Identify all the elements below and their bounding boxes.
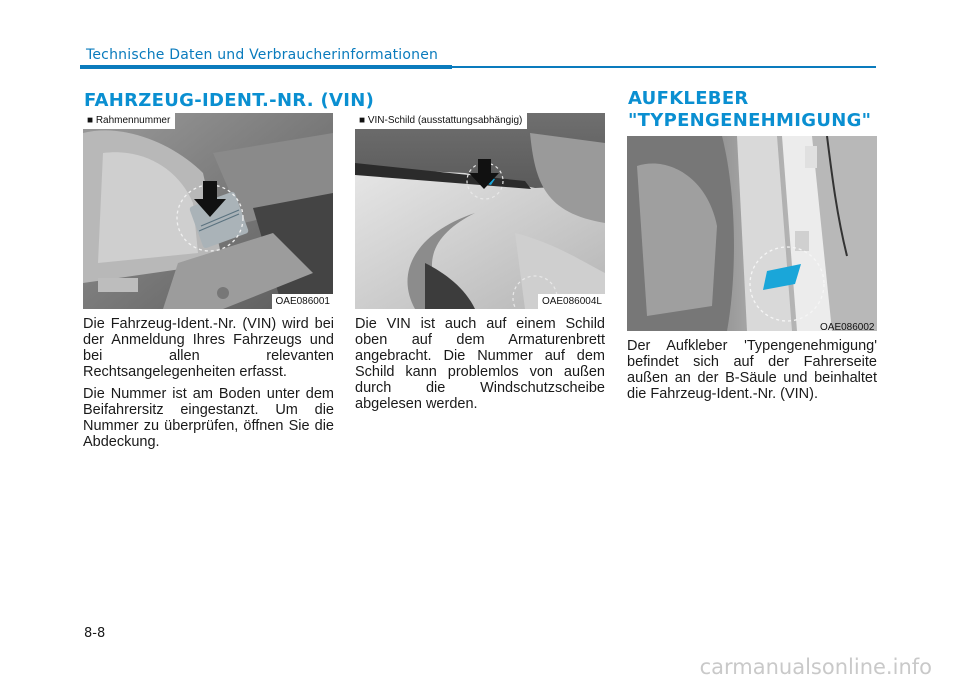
figure-code-vin-plate: OAE086004L — [538, 294, 605, 309]
paragraph-vin-registration: Die Fahrzeug-Ident.-Nr. (VIN) wird bei der Anmeldung Ihres Fahrzeugs und bei allen relevanten Rechtsangelegenheiten erfasst. — [83, 316, 334, 380]
header-rule-thin — [452, 66, 876, 68]
figure-frame-number-illustration — [83, 113, 333, 309]
page-number: 8-8 — [84, 626, 106, 641]
figure-code-b-pillar: OAE086002 — [820, 322, 875, 333]
figure-vin-plate — [355, 113, 605, 309]
running-header: Technische Daten und Verbraucherinformationen — [86, 47, 439, 63]
figure-caption-vin-plate: ■ VIN-Schild (ausstattungsabhängig) — [355, 113, 527, 129]
figure-b-pillar-sticker — [627, 136, 877, 331]
watermark: carmanualsonline.info — [699, 655, 932, 679]
figure-caption-frame-number: ■ Rahmennummer — [83, 113, 175, 129]
section-title-vin: FAHRZEUG-IDENT.-NR. (VIN) — [84, 90, 375, 111]
paragraph-vin-location: Die Nummer ist am Boden unter dem Beifahrersitz eingestanzt. Um die Nummer zu überprüfen, öffnen Sie die Abdeckung. — [83, 386, 334, 450]
section-title-sticker — [628, 88, 871, 132]
section-title-sticker-line1: AUFKLEBER — [628, 88, 749, 109]
figure-frame-number — [83, 113, 333, 309]
header-rule-thick — [80, 65, 452, 69]
figure-code-frame-number: OAE086001 — [272, 294, 334, 309]
paragraph-vin-plate: Die VIN ist auch auf einem Schild oben auf dem Armaturenbrett angebracht. Die Nummer auf dem Schild kann problemlos von außen durch die Windschutzscheibe abgelesen werden. — [355, 316, 605, 412]
section-title-sticker-line2: "TYPENGENEHMIGUNG" — [628, 110, 872, 131]
figure-vin-plate-illustration — [355, 113, 605, 309]
figure-b-pillar-illustration — [627, 136, 877, 331]
paragraph-sticker: Der Aufkleber 'Typengenehmigung' befindet sich auf der Fahrerseite außen an der B-Säule und beinhaltet die Fahrzeug-Ident.-Nr. (VIN). — [627, 338, 877, 402]
